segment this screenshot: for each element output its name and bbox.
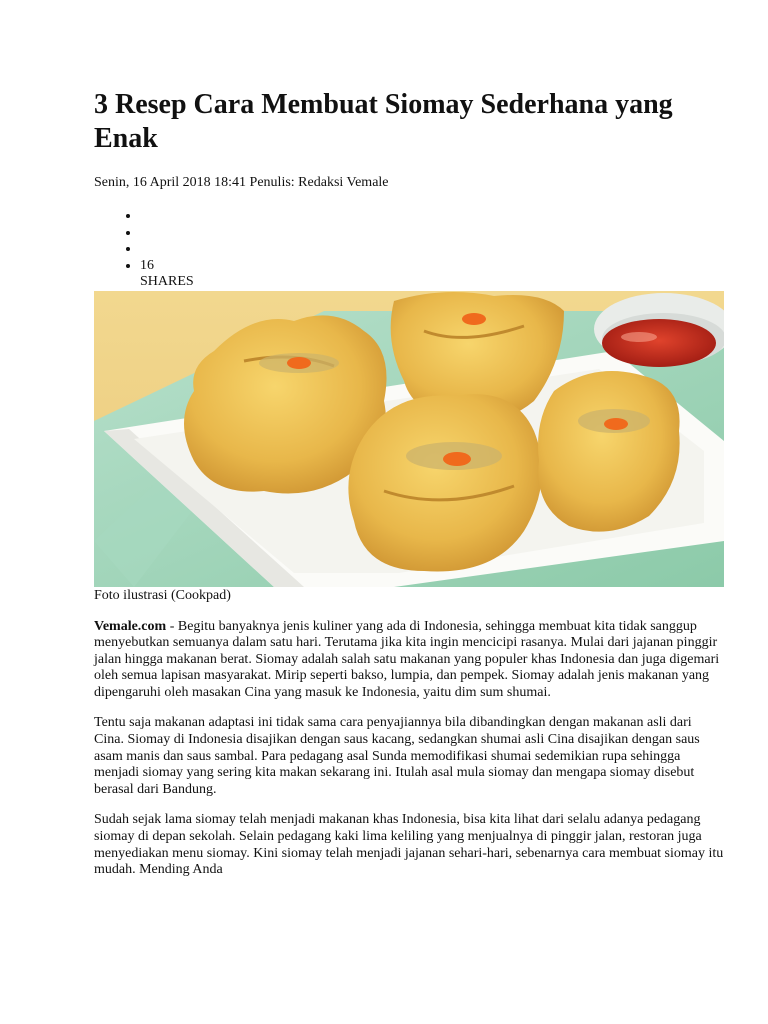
article-meta: Senin, 16 April 2018 18:41 Penulis: Redaksi Vemale xyxy=(94,175,389,190)
paragraph-1-text: - Begitu banyaknya jenis kuliner yang ada di Indonesia, sehingga membuat kita tidak sanggup menyebutkan semuanya dalam satu hari. Terutama jika kita ingin mencicipi rasanya. Mulai dari jajanan pinggir jalan hingga makanan berat. Siomay adalah salah satu makanan yang populer khas Indonesia dan juga digemari oleh semua lapisan masyarakat. Mirip seperti bakso, lumpia, dan pempek. Siomay adalah jenis makanan yang dipengaruhi oleh masakan Cina yang masuk ke Indonesia, yaitu dim sum shumai. xyxy=(94,618,720,700)
image-caption: Foto ilustrasi (Cookpad) xyxy=(94,587,231,603)
share-item-1[interactable] xyxy=(140,208,724,225)
article xyxy=(94,88,724,879)
source-label: Vemale.com xyxy=(94,618,167,634)
article-image xyxy=(94,291,724,587)
share-label: SHARES xyxy=(140,274,194,289)
share-count: • 16 xyxy=(140,257,154,273)
article-paragraph-1 xyxy=(94,619,724,702)
article-title: 3 Resep Cara Membuat Siomay Sederhana yang Enak xyxy=(94,89,673,154)
share-item-2[interactable] xyxy=(140,225,724,242)
share-item-3[interactable] xyxy=(140,241,724,258)
article-paragraph-2: Tentu saja makanan adaptasi ini tidak sama cara penyajiannya bila dibandingkan dengan makanan asli dari Cina. Siomay di Indonesia disajikan dengan saus kacang, sedangkan shumai asli Cina disajikan dengan saus asam manis dan saus sambal. Para pedagang asal Sunda memodifikasi shumai sedemikian rupa sehingga menjadi siomay yang sering kita makan sekarang ini. Itulah asal mula siomay dan mengapa siomay disebut berasal dari Bandung. xyxy=(94,715,700,797)
article-paragraph-3: Sudah sejak lama siomay telah menjadi makanan khas Indonesia, bisa kita lihat dari selalu adanya pedagang siomay di depan sekolah. Selain pedagang kaki lima keliling yang menjualnya di pinggir jalan, restoran juga menyediakan menu siomay. Kini siomay telah menjadi jajanan sehari-hari, sebenarnya cara membuat siomay itu mudah. Mending Anda xyxy=(94,812,724,878)
share-list xyxy=(94,208,724,291)
share-count-item xyxy=(140,258,724,291)
